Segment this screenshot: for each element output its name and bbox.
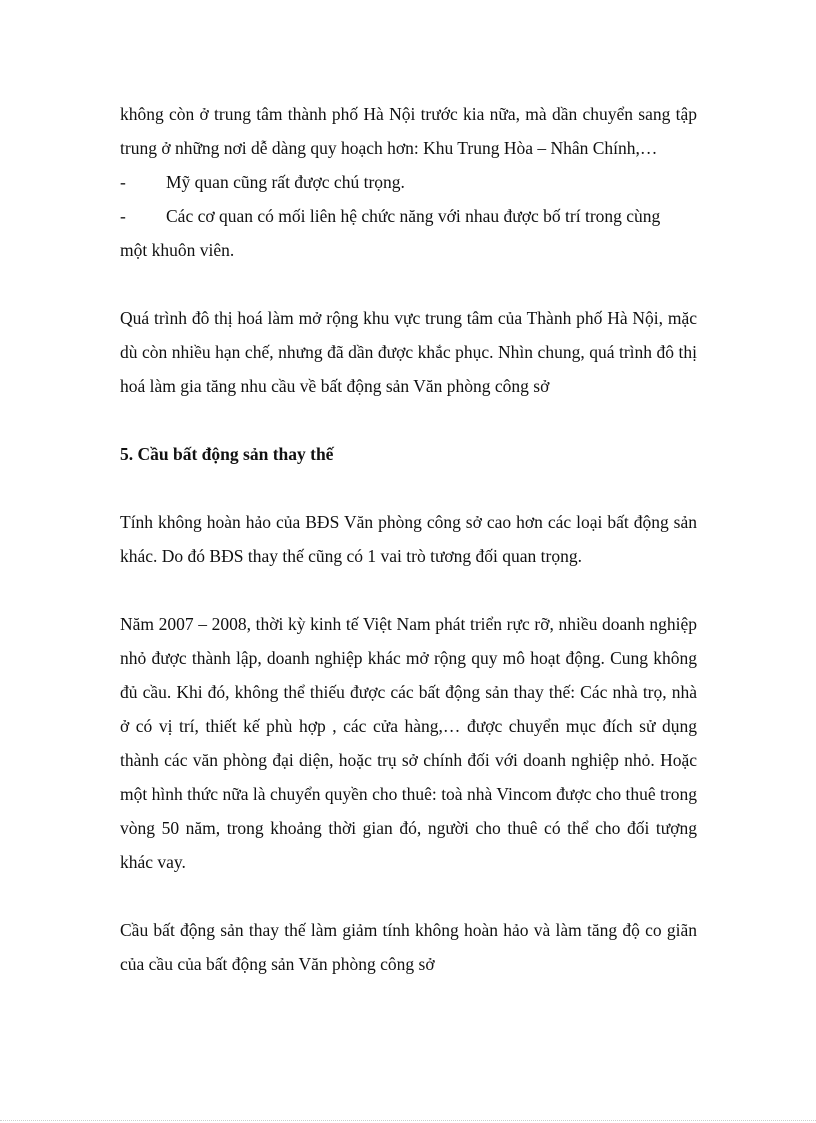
substitute-example-paragraph: Năm 2007 – 2008, thời kỳ kinh tế Việt Nam phát triển rực rỡ, nhiều doanh nghiệp nhỏ được thành lập, doanh nghiệp khác mở rộng quy mô hoạt động. Cung không đủ cầu. Khi đó, không thể thiếu được các bất động sản thay thế: Các nhà trọ, nhà ở có vị trí, thiết kế phù hợp , các cửa hàng,… được chuyển mục đích sử dụng thành các văn phòng đại diện, hoặc trụ sở chính đối với doanh nghiệp nhỏ. Hoặc một hình thức nữa là chuyển quyền cho thuê: toà nhà Vincom được cho thuê trong vòng 50 năm, trong khoảng thời gian đó, người cho thuê có thể cho đối tượng khác vay. <box>120 614 697 872</box>
substitute-conclusion-paragraph: Cầu bất động sản thay thế làm giảm tính không hoàn hảo và làm tăng độ co giãn của cầu của bất động sản Văn phòng công sở <box>120 920 697 974</box>
bullet-marker: - <box>120 172 126 192</box>
bullet-text: Các cơ quan có mối liên hệ chức năng với nhau được bố trí trong cùng <box>166 206 661 226</box>
bullet-item-aesthetics <box>120 165 697 199</box>
page-bottom-divider <box>0 1120 816 1121</box>
bullet-continuation: một khuôn viên. <box>120 240 235 260</box>
bullet-item-co-location <box>120 199 697 233</box>
intro-paragraph: không còn ở trung tâm thành phố Hà Nội trước kia nữa, mà dần chuyển sang tập trung ở những nơi dễ dàng quy hoạch hơn: Khu Trung Hòa – Nhân Chính,… <box>120 104 697 158</box>
bullet-marker: - <box>120 206 126 226</box>
substitute-intro-paragraph: Tính không hoàn hảo của BĐS Văn phòng công sở cao hơn các loại bất động sản khác. Do đó BĐS thay thế cũng có 1 vai trò tương đối quan trọng. <box>120 512 697 566</box>
bullet-text: Mỹ quan cũng rất được chú trọng. <box>166 172 405 192</box>
urbanization-paragraph: Quá trình đô thị hoá làm mở rộng khu vực trung tâm của Thành phố Hà Nội, mặc dù còn nhiều hạn chế, nhưng đã dần được khắc phục. Nhìn chung, quá trình đô thị hoá làm gia tăng nhu cầu về bất động sản Văn phòng công sở <box>120 308 697 396</box>
document-page <box>120 97 697 981</box>
section-heading: 5. Cầu bất động sản thay thế <box>120 444 334 464</box>
